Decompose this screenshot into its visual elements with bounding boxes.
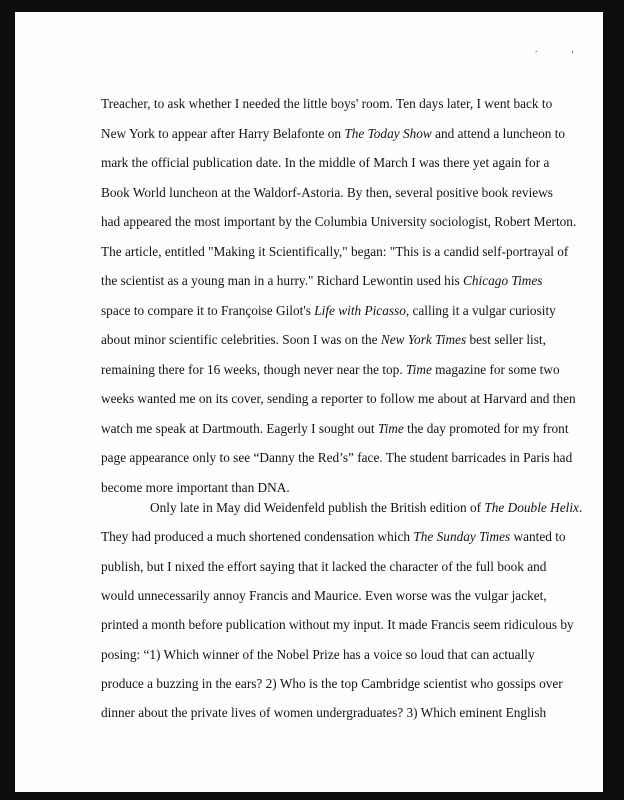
text-line <box>101 361 560 378</box>
text-run: space to compare it to Françoise Gilot's <box>101 302 315 318</box>
text-line <box>101 450 573 466</box>
text-line <box>101 302 556 319</box>
text-line <box>101 675 563 692</box>
page-marks: . , <box>535 44 590 54</box>
text-line <box>101 273 543 289</box>
italic-title: The Double Helix <box>484 500 579 515</box>
text-run: posing: “1) Which winner of the Nobel Prize has a voice so loud that can actually <box>101 646 535 662</box>
text-run: the scientist as a young man in a hurry." Richard Lewontin used his <box>101 273 464 288</box>
text-run: wanted to <box>510 529 566 545</box>
text-line <box>101 617 574 633</box>
italic-title: Time <box>405 361 432 377</box>
text-line <box>101 529 566 545</box>
text-run: weeks wanted me on its cover, sending a reporter to follow me about at Harvard and then <box>101 391 576 406</box>
italic-title: Chicago Times <box>463 273 543 288</box>
text-run: best seller list, <box>466 332 546 347</box>
text-line <box>150 500 583 516</box>
text-run: Treacher, to ask whether I needed the little boys' room. Ten days later, I went back to <box>101 96 553 111</box>
text-run: Book World luncheon at the Waldorf-Astoria. By then, several positive book reviews <box>101 184 553 200</box>
text-line <box>101 391 576 407</box>
text-line <box>101 125 566 142</box>
text-line <box>101 184 553 201</box>
text-run: page appearance only to see “Danny the Red’s” face. The student barricades in Paris had <box>101 450 573 465</box>
text-run: about minor scientific celebrities. Soon I was on the <box>101 332 381 347</box>
text-run: produce a buzzing in the ears? 2) Who is the top Cambridge scientist who gossips over <box>101 675 563 691</box>
text-run: remaining there for 16 weeks, though never near the top. <box>101 361 406 377</box>
text-run: dinner about the private lives of women undergraduates? 3) Which eminent English <box>101 705 547 721</box>
text-line <box>101 587 547 604</box>
manuscript-page <box>15 12 603 792</box>
text-run: publish, but I nixed the effort saying that it lacked the character of the full book and <box>101 558 547 574</box>
text-line <box>101 420 569 437</box>
italic-title: New York Times <box>380 332 467 347</box>
italic-title: Time <box>377 420 404 436</box>
text-run: mark the official publication date. In the middle of March I was there yet again for a <box>101 155 550 170</box>
text-line <box>101 558 547 575</box>
text-line <box>101 332 546 348</box>
text-run: . <box>578 500 583 515</box>
text-run: The article, entitled "Making it Scientifically," began: "This is a candid self-portrayal of <box>101 243 569 259</box>
text-run: They had produced a much shortened condensation which <box>101 529 414 545</box>
text-run: watch me speak at Dartmouth. Eagerly I sought out <box>101 420 378 436</box>
italic-title: The Sunday Times <box>413 529 511 545</box>
text-run: Only late in May did Weidenfeld publish the British edition of <box>150 500 485 515</box>
text-run: had appeared the most important by the Columbia University sociologist, Robert Merton. <box>101 214 577 229</box>
text-line <box>101 646 535 663</box>
text-run: New York to appear after Harry Belafonte on <box>101 125 345 141</box>
italic-title: Life with Picasso <box>314 302 406 318</box>
text-line <box>101 96 553 112</box>
text-run: become more important than DNA. <box>101 479 290 495</box>
text-line <box>101 480 525 496</box>
italic-title: The Today Show <box>344 125 432 141</box>
text-run: printed a month before publication without my input. It made Francis seem ridiculous by <box>101 617 574 633</box>
text-run: , calling it a vulgar curiosity <box>405 302 556 318</box>
text-run: would unnecessarily annoy Francis and Maurice. Even worse was the vulgar jacket, <box>101 587 547 603</box>
text-line <box>101 705 547 721</box>
text-run: the day promoted for my front <box>403 420 569 436</box>
text-run: and attend a luncheon to <box>431 125 566 141</box>
text-line <box>101 155 550 171</box>
text-line <box>101 243 569 260</box>
text-run: magazine for some two <box>431 361 560 377</box>
text-line <box>101 214 577 230</box>
